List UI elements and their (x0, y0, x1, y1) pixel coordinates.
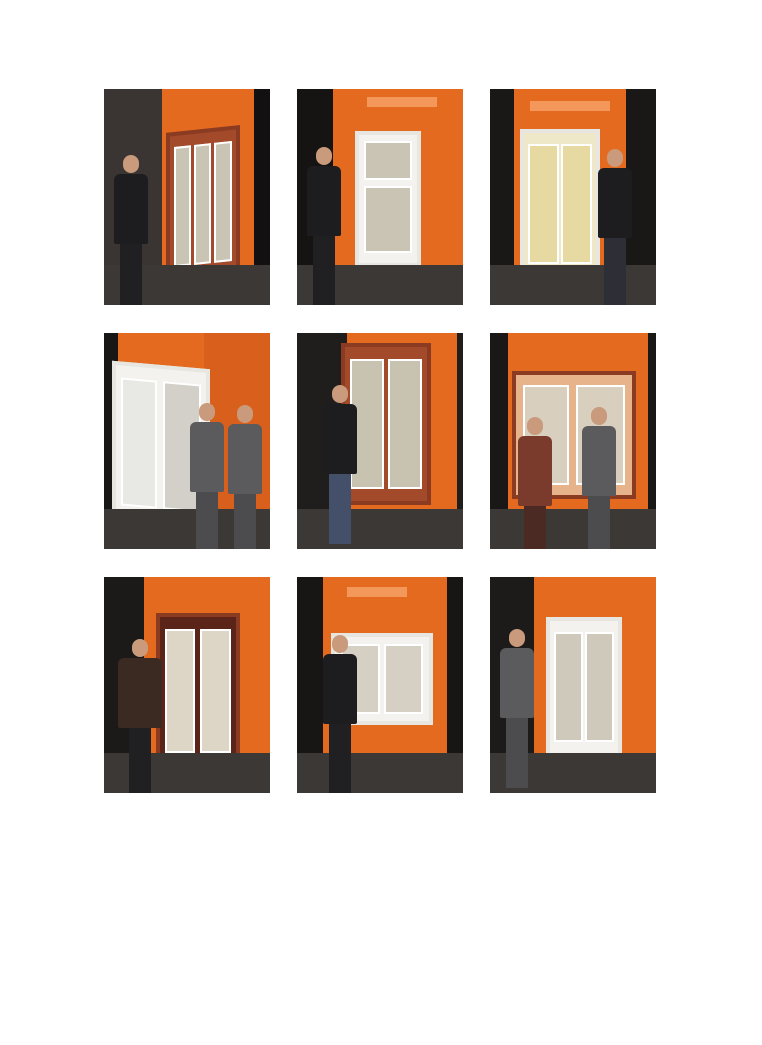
photo-booth-5 (297, 333, 463, 549)
photo-booth-7 (104, 577, 270, 793)
photo-booth-3 (490, 89, 656, 305)
photo-booth-9 (490, 577, 656, 793)
photo-booth-6 (490, 333, 656, 549)
photo-booth-1 (104, 89, 270, 305)
photo-booth-8 (297, 577, 463, 793)
photo-booth-4 (104, 333, 270, 549)
photo-booth-2 (297, 89, 463, 305)
